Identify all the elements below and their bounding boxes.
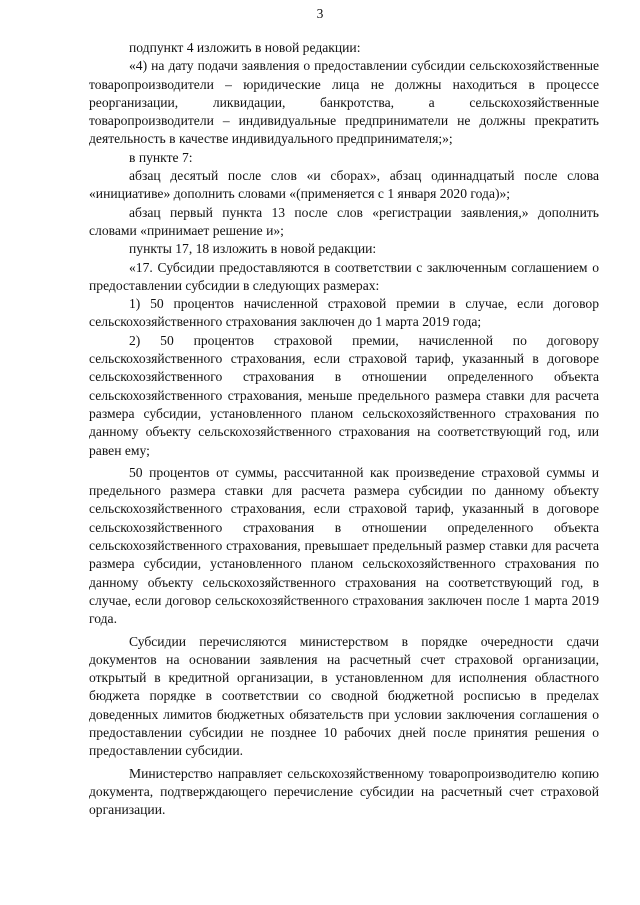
paragraph-subclause-4-intro: подпункт 4 изложить в новой редакции:	[129, 40, 361, 55]
paragraph-clause-7-amendment: абзац десятый после слов «и сборах», абзац одиннадцатый после слова «инициативе» дополнить словами «(применяется с 1 января 2020 года)»;	[89, 168, 599, 202]
paragraph-clause-13-amendment: абзац первый пункта 13 после слов «регистрации заявления,» дополнить словами «принимает решение и»;	[89, 204, 599, 238]
page-number: 3	[316, 6, 324, 21]
paragraph-clause-7-intro: в пункте 7:	[129, 149, 193, 165]
paragraph-clause-17: «17. Субсидии предоставляются в соответствии с заключенным соглашением о предоставлении субсидии в следующих размерах:	[89, 259, 599, 293]
paragraph-subclause-4-text: «4) на дату подачи заявления о предоставлении субсидии сельскохозяйственные товаропроизводители – юридические лица не должны находиться в процессе реорганизации, ликвидации, банкротства, а сельскохозяйственные товаропроизводители – индивидуальные предприниматели не должны прекратить деятельность в качестве индивидуального предпринимателя;»;	[89, 58, 599, 147]
paragraph-ministry-notice: Министерство направляет сельскохозяйственному товаропроизводителю копию документа, подтверждающего перечисление субсидии на расчетный счет страховой организации.	[89, 765, 599, 818]
paragraph-item-2-continued: 50 процентов от суммы, рассчитанной как произведение страховой суммы и предельного размера ставки для расчета размера субсидии по данному объекту сельскохозяйственного страхования, если страховой тариф, указанный в договоре сельскохозяйственного страхования в отношении определенного объекта сельскохозяйственного страхования, превышает предельный размер ставки для расчета размера субсидии, установленного планом сельскохозяйственного страхования по данному объекту сельскохозяйственного страхования на соответствующий год, в случае, если договор сельскохозяйственного страхования заключен после 1 марта 2019 года.	[89, 464, 599, 627]
document-body	[89, 39, 599, 819]
paragraph-item-1: 1) 50 процентов начисленной страховой премии в случае, если договор сельскохозяйственного страхования заключен до 1 марта 2019 года;	[89, 296, 599, 330]
paragraph-item-2: 2) 50 процентов страховой премии, начисленной по договору сельскохозяйственного страхования, если страховой тариф, указанный в договоре сельскохозяйственного страхования в отношении определенного объекта сельскохозяйственного страхования, меньше предельного размера ставки для расчета размера субсидии, установленного планом сельскохозяйственного страхования по данному объекту сельскохозяйственного страхования на соответствующий год, или равен ему;	[89, 332, 599, 458]
paragraph-transfer-order: Субсидии перечисляются министерством в порядке очередности сдачи документов на основании заявления на расчетный счет страховой организации, открытый в кредитной организации, в установленном для исполнения областного бюджета порядке в соответствии со сводной бюджетной росписью в пределах доведенных лимитов бюджетных обязательств при условии заключения соглашения о предоставлении субсидии не позднее 10 рабочих дней после принятия решения о предоставлении субсидии.	[89, 633, 599, 759]
paragraph-clauses-17-18-intro: пункты 17, 18 изложить в новой редакции:	[129, 241, 377, 257]
